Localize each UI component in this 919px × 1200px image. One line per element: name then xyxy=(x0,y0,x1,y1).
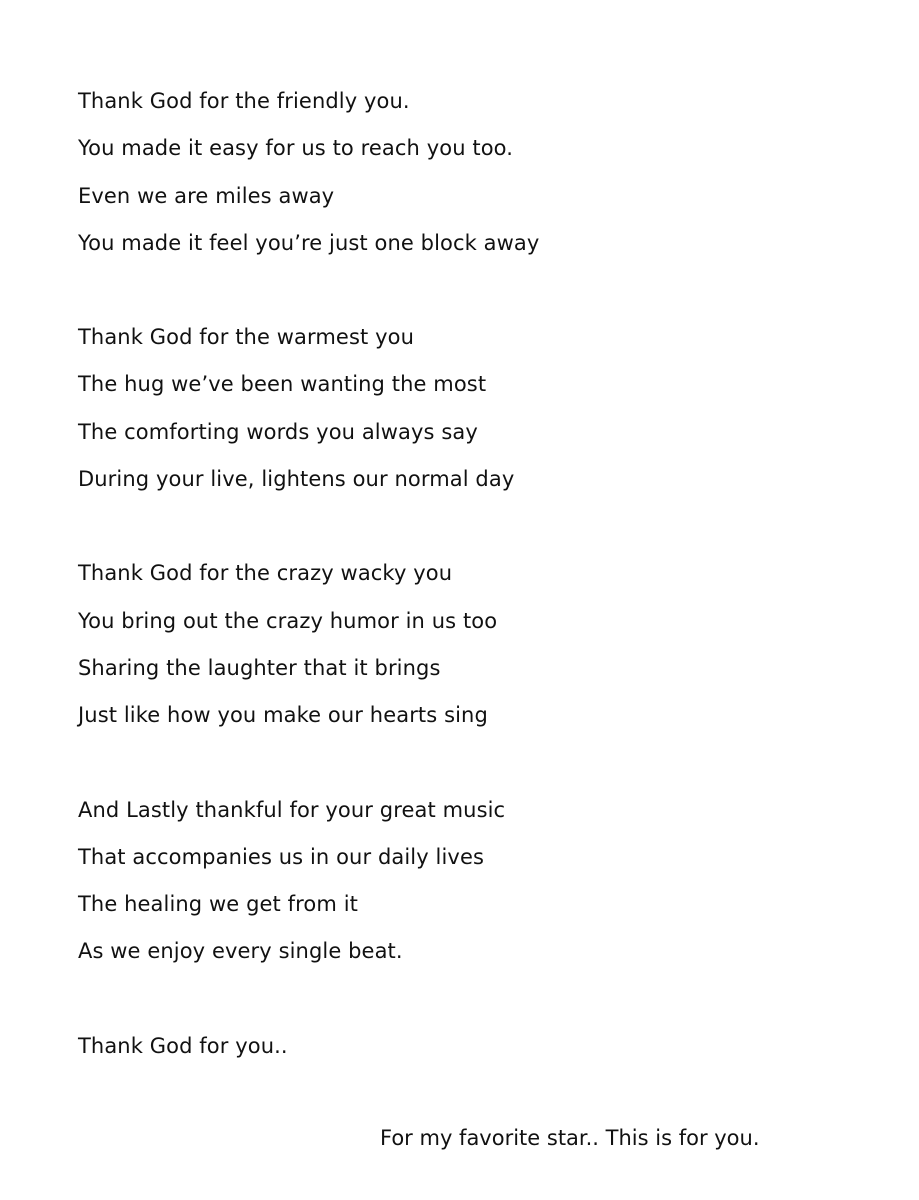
poem-line: You made it easy for us to reach you too. xyxy=(78,136,514,161)
poem-line: You bring out the crazy humor in us too xyxy=(78,608,498,633)
poem-line: As we enjoy every single beat. xyxy=(78,939,403,964)
poem-line: Thank God for the warmest you xyxy=(78,325,414,350)
poem-line: The comforting words you always say xyxy=(78,419,478,444)
poem-line: During your live, lightens our normal day xyxy=(78,467,515,492)
poem-body xyxy=(78,78,858,1117)
poem-line: You made it feel you’re just one block away xyxy=(78,230,540,255)
poem-line: Thank God for the crazy wacky you xyxy=(78,561,453,586)
poem-line: Just like how you make our hearts sing xyxy=(78,703,488,728)
stanza-3 xyxy=(78,550,858,739)
closing-line: Thank God for you.. xyxy=(78,1033,288,1058)
poem-line: The healing we get from it xyxy=(78,892,358,917)
closing-stanza xyxy=(78,1023,858,1070)
poem-line: That accompanies us in our daily lives xyxy=(78,844,484,869)
dedication-line: For my favorite star.. This is for you. xyxy=(380,1126,760,1150)
poem-line: The hug we’ve been wanting the most xyxy=(78,372,487,397)
stanza-4 xyxy=(78,787,858,976)
poem-line: And Lastly thankful for your great music xyxy=(78,797,506,822)
poem-line: Sharing the laughter that it brings xyxy=(78,655,441,680)
stanza-1 xyxy=(78,78,858,267)
stanza-2 xyxy=(78,314,858,503)
poem-line: Thank God for the friendly you. xyxy=(78,89,410,113)
poem-line: Even we are miles away xyxy=(78,183,335,208)
